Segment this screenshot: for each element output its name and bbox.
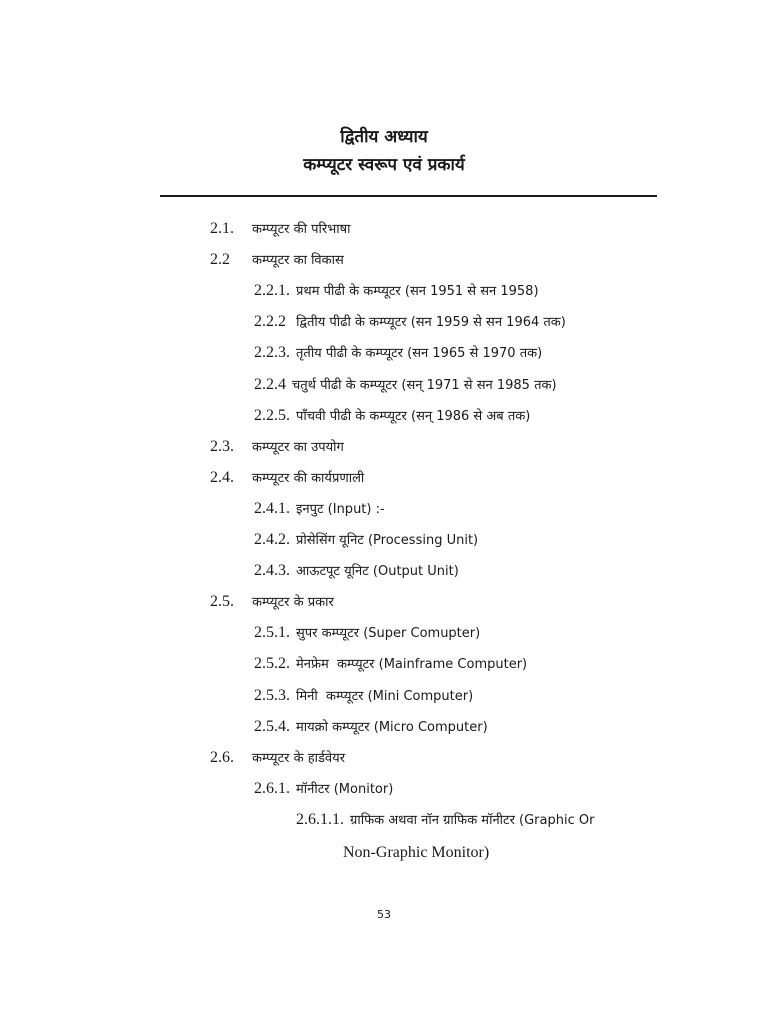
toc-entry-number: 2.5.1.: [254, 624, 290, 641]
toc-entry: [254, 528, 478, 552]
toc-entry-title: मिनी कम्प्यूटर (Mini Computer): [296, 689, 474, 704]
toc-entry: [254, 652, 527, 676]
toc-continuation-line: Non-Graphic Monitor): [343, 844, 490, 861]
toc-entry-title: पाँचवी पीढी के कम्प्यूटर (सन् 1986 से अब तक): [296, 409, 531, 424]
toc-entry-number: 2.3.: [210, 438, 234, 455]
toc-entry: [254, 373, 557, 397]
toc-entry-title: कम्प्यूटर के हार्डवेयर: [252, 751, 346, 766]
toc-entry: [254, 279, 539, 303]
toc-entry-number: 2.4.3.: [254, 562, 290, 579]
toc-entry: [210, 746, 345, 770]
toc-entry-number: 2.1.: [210, 220, 234, 237]
toc-entry-title: चतुर्थ पीढी के कम्प्यूटर (सन् 1971 से सन 1985 तक): [292, 378, 557, 393]
toc-entry-title: इनपुट (Input) :-: [296, 502, 385, 517]
toc-entry-number: 2.2.2: [254, 313, 286, 330]
toc-entry: [254, 777, 393, 801]
toc-entry-title: कम्प्यूटर का विकास: [252, 253, 344, 268]
chapter-number-heading: द्वितीय अध्याय: [340, 127, 428, 147]
toc-entry-number: 2.2.1.: [254, 282, 290, 299]
toc-entry-title: तृतीय पीढी के कम्प्यूटर (सन 1965 से 1970 तक): [296, 346, 543, 361]
toc-entry-number: 2.5.2.: [254, 655, 290, 672]
toc-entry-title: सुपर कम्प्यूटर (Super Comupter): [296, 626, 481, 641]
page-number: 53: [377, 908, 391, 921]
toc-entry: [210, 248, 344, 272]
toc-entry-number: 2.4.: [210, 469, 234, 486]
toc-entry: [210, 217, 351, 241]
toc-entry: [254, 559, 459, 583]
toc-entry-number: 2.2.3.: [254, 344, 290, 361]
chapter-title-heading: कम्प्यूटर स्वरूप एवं प्रकार्य: [303, 155, 465, 175]
toc-entry-title: कम्प्यूटर का उपयोग: [252, 440, 344, 455]
toc-entry-number: 2.5.3.: [254, 687, 290, 704]
toc-entry: [254, 310, 566, 334]
toc-entry: [254, 404, 530, 428]
toc-entry-title: कम्प्यूटर की परिभाषा: [252, 222, 351, 237]
toc-entry-number: 2.4.1.: [254, 500, 290, 517]
toc-entry-title: मॉनीटर (Monitor): [296, 782, 394, 797]
toc-entry-title: आऊटपूट यूनिट (Output Unit): [296, 564, 459, 579]
toc-entry-number: 2.4.2.: [254, 531, 290, 548]
toc-entry: [254, 341, 542, 365]
toc-entry: [254, 684, 473, 708]
toc-entry-number: 2.6.1.1.: [296, 811, 344, 828]
toc-entry-number: 2.6.: [210, 749, 234, 766]
toc-entry-number: 2.5.: [210, 593, 234, 610]
toc-entry-title: कम्प्यूटर के प्रकार: [252, 595, 334, 610]
toc-entry-number: 2.5.4.: [254, 718, 290, 735]
toc-entry-title: कम्प्यूटर की कार्यप्रणाली: [252, 471, 365, 486]
toc-entry-title: प्रथम पीढी के कम्प्यूटर (सन 1951 से सन 1958): [296, 284, 539, 299]
toc-entry-title: प्रोसेसिंग यूनिट (Processing Unit): [296, 533, 479, 548]
toc-entry: [254, 497, 385, 521]
toc-entry: [254, 715, 488, 739]
toc-entry: [210, 466, 364, 490]
toc-entry-title: मायक्रो कम्प्यूटर (Micro Computer): [296, 720, 488, 735]
toc-entry-number: 2.2.5.: [254, 407, 290, 424]
toc-entry-number: 2.2.4: [254, 376, 286, 393]
toc-entry: [254, 621, 480, 645]
toc-entry-title: द्वितीय पीढी के कम्प्यूटर (सन 1959 से सन 1964 तक): [292, 315, 566, 330]
toc-entry: [210, 590, 334, 614]
toc-entry-number: 2.6.1.: [254, 780, 290, 797]
toc-entry: [296, 808, 594, 832]
toc-entry: [210, 435, 344, 459]
toc-entry-title: ग्राफिक अथवा नॉन ग्राफिक मॉनीटर (Graphic Or: [350, 813, 595, 828]
toc-entry-title: मेनफ्रेम कम्प्यूटर (Mainframe Computer): [296, 657, 528, 672]
toc-entry-number: 2.2: [210, 251, 230, 268]
